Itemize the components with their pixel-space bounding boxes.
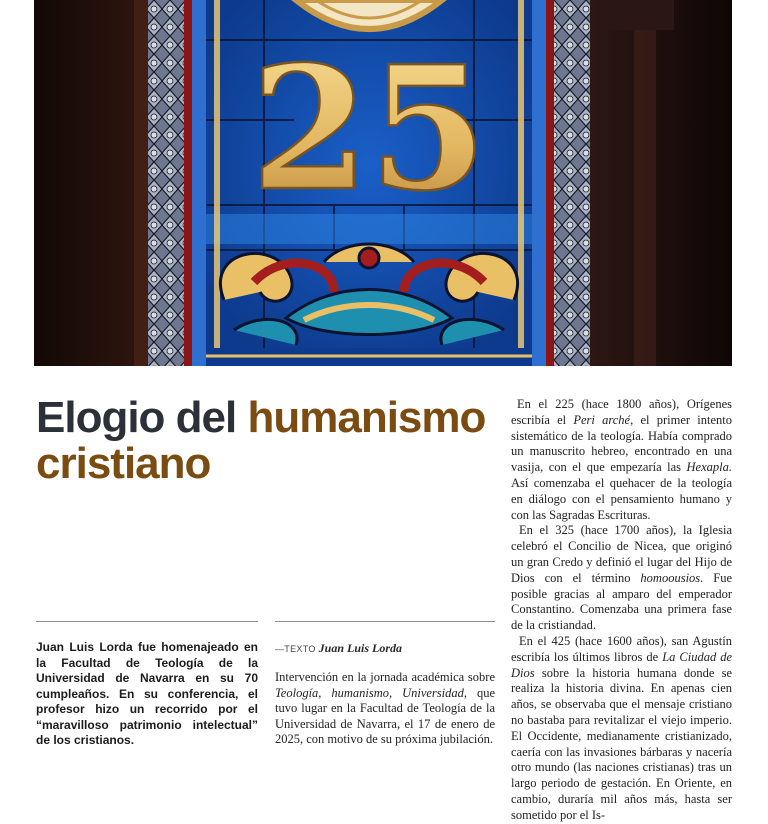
intro-note: Intervención en la jornada académica sobre Teología, humanismo, Universidad, que tuvo lugar en la Facultad de Teología de la Universidad de Navarra, el 17 de enero de 2025, con motivo de su próxima jubilación. <box>275 670 495 746</box>
mosaic-border-left <box>148 0 188 366</box>
divider-left <box>36 621 258 622</box>
stained-glass-photo <box>34 0 732 366</box>
article-lede: Juan Luis Lorda fue homenajeado en la Facultad de Teología de la Universidad de Navarra en su 70 cumpleaños. En su conferencia, el profesor hizo un recorrido por el “maravilloso patrimonio intelectual” de los cristianos. <box>36 640 258 747</box>
divider-middle <box>275 621 495 622</box>
byline-label: —TEXTO <box>275 644 316 654</box>
numeral-25: 25 <box>250 29 488 229</box>
wall-right <box>586 0 732 366</box>
body-column <box>511 397 733 822</box>
event-title: Teología, humanismo, Universidad <box>275 685 464 700</box>
body-paragraph-2: En el 325 (hace 1700 años), la Iglesia celebró el Concilio de Nicea, que originó un gran Credo y definió el lugar del Hijo de Dios con el término homoousios. Fue posible gracias al amparo del emperador Constantino. Comenzaba una primera fase de la cristiandad. <box>511 523 732 633</box>
title-part-1: Elogio del <box>36 393 237 442</box>
body-paragraph-1: En el 225 (hace 1800 años), Orígenes escribía el Peri arché, el primer intento sistemático de la teología. Había comprado un manuscrito hebreo, encontrado en una vasija, con el que empezaría las Hexapla. Así comenzaba el quehacer de la teología en diálogo con el pensamiento humano y con las Sagradas Escrituras. <box>511 397 732 522</box>
mosaic-border-right <box>550 0 590 366</box>
ornament-scrolls <box>220 244 517 345</box>
byline-author: Juan Luis Lorda <box>318 641 402 655</box>
body-paragraph-3: En el 425 (hace 1600 años), san Agustín escribía los últimos libros de La Ciudad de Dios sobre la historia humana donde se realiza la historia divina. En apenas cien años, se observaba que el mensaje cristiano no bastaba para revitalizar el viejo imperio. El Occidente, medianamente cristianizado, caería con las invasiones bárbaras y nacería otro mundo (las naciones cristianas) tras un largo periodo de gestación. En Oriente, en cambio, duraría mil años más, hasta ser sometido por el Is- <box>511 633 733 822</box>
title-part-2: humanismo cristiano <box>36 393 486 488</box>
article-title <box>36 395 496 487</box>
byline <box>275 641 402 656</box>
